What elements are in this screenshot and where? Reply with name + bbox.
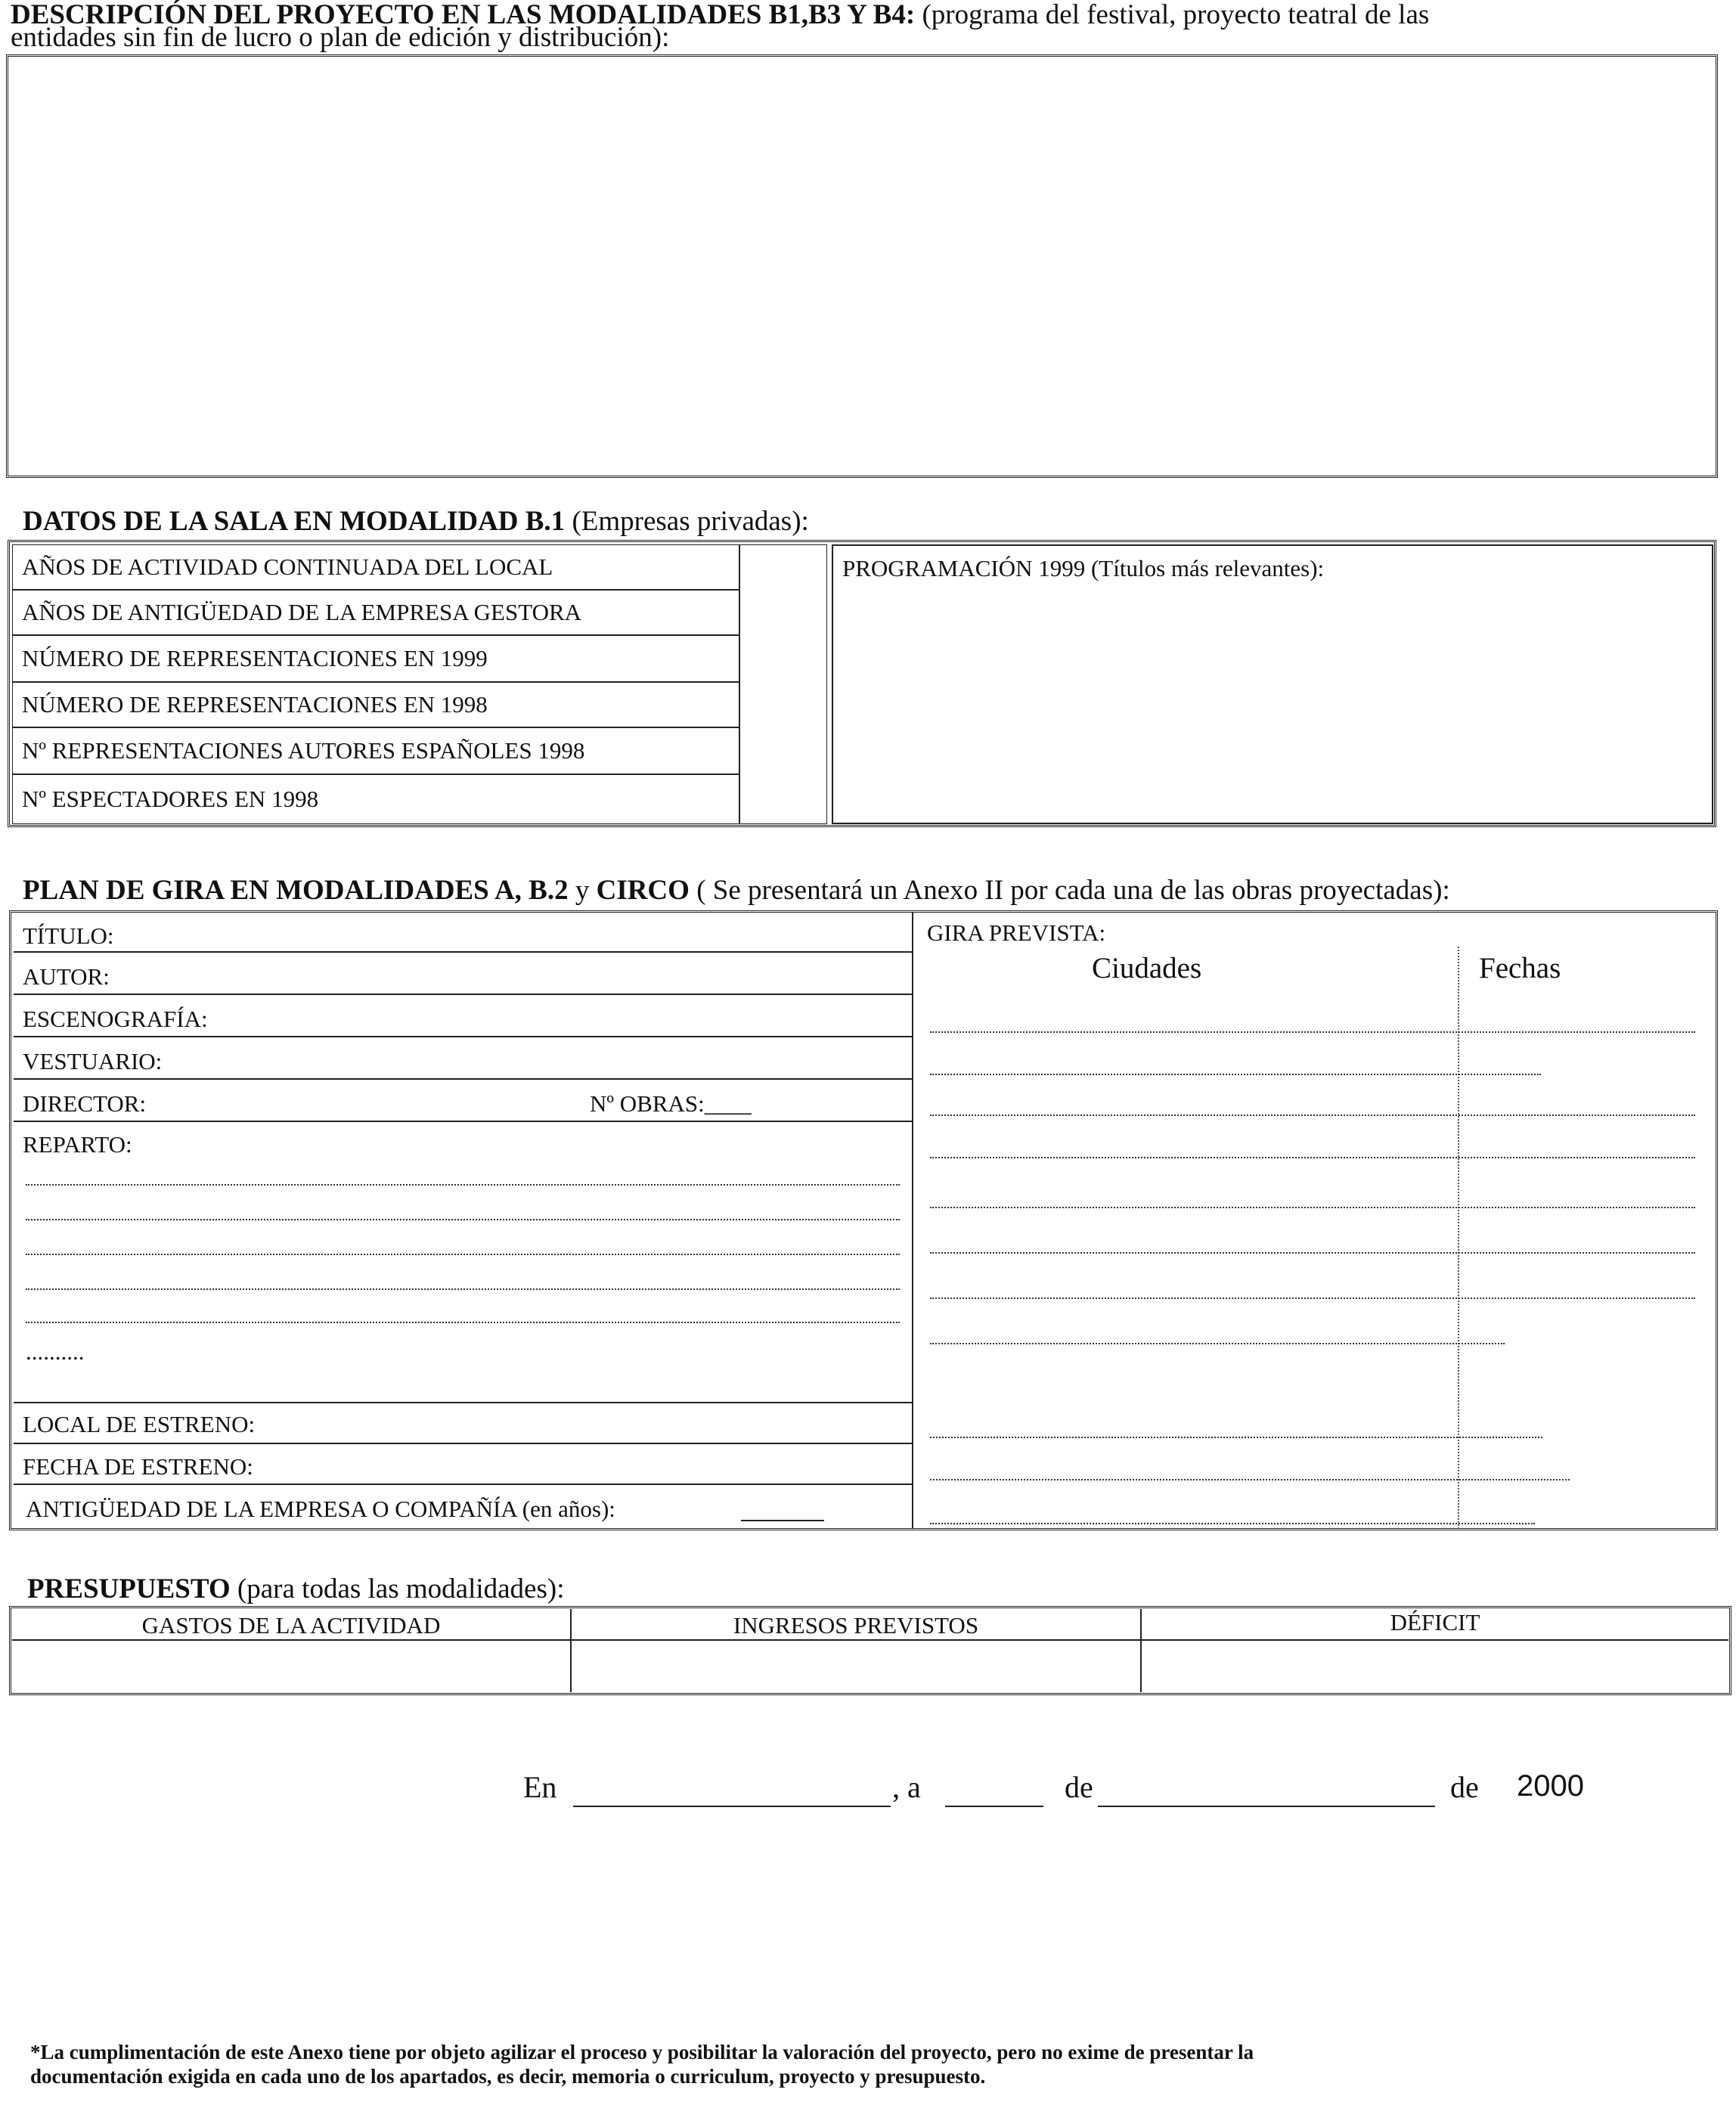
field-reparto[interactable]: REPARTO: <box>23 1131 132 1158</box>
programacion-box[interactable] <box>832 544 1713 824</box>
signature-place-blank[interactable] <box>573 1806 891 1807</box>
signature-en: En <box>523 1770 557 1804</box>
gira-prevista-label: GIRA PREVISTA: <box>927 919 1106 946</box>
section2-title-bold: DATOS DE LA SALA EN MODALIDAD B.1 <box>23 506 566 537</box>
signature-a: , a <box>892 1770 921 1804</box>
section3-heading <box>23 876 1450 906</box>
field-director[interactable]: DIRECTOR: <box>23 1090 147 1117</box>
gira-line-10[interactable] <box>930 1479 1570 1480</box>
reparto-line-3[interactable] <box>26 1254 900 1255</box>
gira-line-6[interactable] <box>930 1252 1695 1254</box>
field-local-estreno[interactable]: LOCAL DE ESTRENO: <box>23 1411 256 1437</box>
sala-values-column[interactable] <box>739 544 827 824</box>
field-titulo[interactable]: TÍTULO: <box>23 922 114 949</box>
signature-de-2: de <box>1450 1770 1479 1804</box>
section4-title-bold: PRESUPUESTO <box>27 1573 231 1604</box>
col-ciudades-header: Ciudades <box>1092 952 1202 984</box>
field-n-obras[interactable]: Nº OBRAS:____ <box>590 1090 752 1117</box>
gira-line-11[interactable] <box>930 1523 1535 1524</box>
field-antiguedad[interactable]: ANTIGÜEDAD DE LA EMPRESA O COMPAÑÍA (en años): <box>26 1496 615 1522</box>
footnote-line-2: documentación exigida en cada uno de los apartados, es decir, memoria o curriculum, proyecto y presupuesto. <box>30 2065 986 2088</box>
section3-title-mid: y <box>575 875 590 906</box>
field-autor[interactable]: AUTOR: <box>23 963 110 990</box>
col-ingresos-header: INGRESOS PREVISTOS <box>733 1612 979 1639</box>
project-description-box[interactable] <box>6 54 1718 478</box>
gira-line-1[interactable] <box>930 1031 1695 1033</box>
sala-row-representaciones-1998: NÚMERO DE REPRESENTACIONES EN 1998 <box>12 682 739 727</box>
ingresos-value-cell[interactable] <box>573 1642 1139 1692</box>
sala-row-autores-espanoles: Nº REPRESENTACIONES AUTORES ESPAÑOLES 1998 <box>12 727 739 774</box>
gira-line-8[interactable] <box>930 1343 1505 1344</box>
footnote-line-1: *La cumplimentación de este Anexo tiene por objeto agilizar el proceso y posibilitar la valoración del proyecto, pero no exime de presentar la <box>30 2041 1254 2063</box>
reparto-line-1[interactable] <box>26 1184 900 1186</box>
gira-line-5[interactable] <box>930 1207 1695 1208</box>
field-vestuario[interactable]: VESTUARIO: <box>23 1048 163 1074</box>
section1-title-line2: entidades sin fin de lucro o plan de edición y distribución): <box>11 22 670 53</box>
deficit-value-cell[interactable] <box>1143 1642 1727 1692</box>
section3-title-bold-1: PLAN DE GIRA EN MODALIDADES A, B.2 <box>23 875 569 906</box>
col-gastos-header: GASTOS DE LA ACTIVIDAD <box>141 1612 441 1639</box>
reparto-line-5[interactable] <box>26 1322 900 1323</box>
gira-line-3[interactable] <box>930 1115 1695 1116</box>
reparto-tail: .......... <box>26 1338 85 1365</box>
section2-heading <box>23 507 809 537</box>
section1-title-rest: (programa del festival, proyecto teatral de las <box>922 0 1430 30</box>
gira-column-divider <box>1458 947 1459 1529</box>
gira-line-4[interactable] <box>930 1157 1695 1158</box>
gira-line-2[interactable] <box>930 1074 1541 1075</box>
signature-day-blank[interactable] <box>945 1806 1043 1807</box>
gastos-value-cell[interactable] <box>14 1642 569 1692</box>
signature-year: 2000 <box>1517 1769 1584 1803</box>
section3-title-rest: ( Se presentará un Anexo II por cada una de las obras proyectadas): <box>696 875 1450 906</box>
reparto-line-4[interactable] <box>26 1288 900 1290</box>
signature-month-blank[interactable] <box>1098 1806 1435 1807</box>
signature-de-1: de <box>1065 1770 1093 1804</box>
sala-row-anos-antiguedad: AÑOS DE ANTIGÜEDAD DE LA EMPRESA GESTORA <box>12 590 739 635</box>
field-fecha-estreno[interactable]: FECHA DE ESTRENO: <box>23 1453 253 1480</box>
gira-line-9[interactable] <box>930 1437 1542 1438</box>
section1-title-bold: DESCRIPCIÓN DEL PROYECTO EN LAS MODALIDADES B1,B3 Y B4: <box>11 0 916 30</box>
section3-title-bold-2: CIRCO <box>596 875 690 906</box>
sala-row-representaciones-1999: NÚMERO DE REPRESENTACIONES EN 1999 <box>12 635 739 682</box>
reparto-line-2[interactable] <box>26 1219 900 1220</box>
section2-title-rest: (Empresas privadas): <box>572 506 809 537</box>
gira-line-7[interactable] <box>930 1297 1695 1299</box>
section4-title-rest: (para todas las modalidades): <box>237 1573 565 1604</box>
field-escenografia[interactable]: ESCENOGRAFÍA: <box>23 1006 208 1032</box>
col-deficit-header: DÉFICIT <box>1390 1609 1480 1635</box>
col-fechas-header: Fechas <box>1479 952 1561 984</box>
section4-heading <box>27 1574 564 1604</box>
sala-row-espectadores: Nº ESPECTADORES EN 1998 <box>12 774 739 824</box>
sala-row-anos-actividad: AÑOS DE ACTIVIDAD CONTINUADA DEL LOCAL <box>12 544 739 590</box>
programacion-label: PROGRAMACIÓN 1999 (Títulos más relevantes): <box>842 555 1325 581</box>
antiguedad-blank[interactable] <box>741 1520 824 1521</box>
